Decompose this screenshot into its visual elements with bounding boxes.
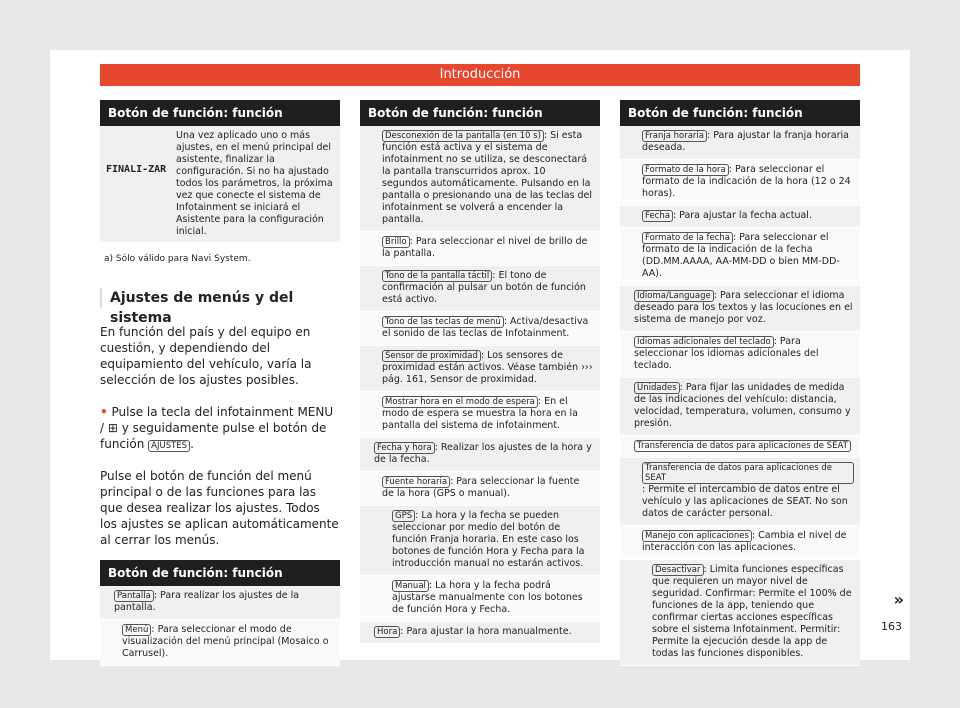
footnote: a) Sólo válido para Navi System.: [104, 254, 251, 264]
function-button: Fecha y hora: [374, 442, 435, 454]
page-number: 163: [881, 620, 902, 633]
row-text: : Activa/desactiva el sonido de las teclas de Infotainment.: [382, 316, 589, 339]
table-row: [360, 472, 600, 506]
table-row: [620, 436, 860, 458]
left-column: [100, 100, 340, 666]
row-text: : Para seleccionar el nivel de brillo de la pantalla.: [382, 236, 588, 259]
function-button: Desconexión de la pantalla (en 10 s): [382, 130, 544, 142]
table-row: [360, 232, 600, 266]
table-row: [620, 458, 860, 526]
row-text: : Si esta función está activa y el sistema de infotainment no se utiliza, se desconectará la pantalla transcurridos aprox. 10 segundos automáticamente. Pulsando en la pantalla o presionando una de las teclas del infotainment se volverá a encender la pantalla.: [382, 130, 593, 225]
function-button: Tono de la pantalla táctil: [382, 270, 492, 282]
table-header: Botón de función: función: [360, 100, 600, 126]
row-text: : Para seleccionar el formato de la indicación de la fecha (DD.MM.AAAA, AA-MM-DD o bien MM-DD-AA).: [642, 232, 840, 279]
table-header: Botón de función: función: [100, 560, 340, 586]
table-row: [620, 228, 860, 286]
function-button: Idioma/Language: [634, 290, 714, 302]
row-text: : Para realizar los ajustes de la pantalla.: [114, 590, 300, 613]
finalizar-text: Una vez aplicado uno o más ajustes, en el menú principal del asistente, finalizar la configuración. Si no ha ajustado todos los parámetros, la próxima vez que conecte el sistema de Infotainment se iniciará el Asistente para la configuración inicial.: [176, 130, 333, 237]
function-button: Manejo con aplicaciones: [642, 530, 752, 542]
function-button: Franja horaria: [642, 130, 707, 142]
function-button: Formato de la hora: [642, 164, 729, 176]
table-row: [620, 126, 860, 160]
row-text: : Realizar los ajustes de la hora y de la fecha.: [374, 442, 592, 465]
table-row: [360, 266, 600, 312]
right-column: [620, 100, 860, 666]
table-row: [620, 378, 860, 436]
row-text: : Para seleccionar la fuente de la hora (GPS o manual).: [382, 476, 580, 499]
function-button: Idiomas adicionales del teclado: [634, 336, 774, 348]
row-text: : Para seleccionar el idioma deseado para los textos y las locuciones en el sistema de manejo por voz.: [634, 290, 853, 325]
row-text: : Para fijar las unidades de medida de las indicaciones del vehículo: distancia, velocidad, temperatura, volumen, consumo y presión.: [634, 382, 851, 429]
function-button: Fuente horaria: [382, 476, 450, 488]
function-button: Fecha: [642, 210, 673, 222]
function-button: Brillo: [382, 236, 410, 248]
table-row: [360, 438, 600, 472]
table-header: Botón de función: función: [100, 100, 340, 126]
function-button: Formato de la fecha: [642, 232, 733, 244]
row-text: : La hora y la fecha se pueden seleccionar por medio del botón de función Franja horaria. En este caso los botones de función Hora y Fecha para la introducción manual no estarán activos.: [392, 510, 585, 569]
row-text: : Limita funciones específicas que requieren un mayor nivel de seguridad. Confirmar: Permite el 100% de funciones de la app, teniendo que confirmar ciertas acciones específicas sobre el sistema Infotainment. Permitir: Permite la ejecución desde la app de todas las funciones disponibles.: [652, 564, 852, 659]
table-row: [620, 206, 860, 228]
table-row: [360, 392, 600, 438]
table-row-finalizar: [100, 126, 340, 242]
row-text: : Cambia el nivel de interacción con las aplicaciones.: [642, 530, 847, 553]
function-button: Transferencia de datos para aplicaciones de SEAT: [642, 462, 854, 484]
function-button: Unidades: [634, 382, 680, 394]
intro-paragraph: En función del país y del equipo en cuestión, y dependiendo del equipamiento del vehículo, varía la selección de los ajustes posibles.: [100, 325, 312, 387]
bullet-text: Pulse la tecla del infotainment MENU / ⊞ y seguidamente pulse el botón de función: [100, 405, 334, 451]
table-row: [360, 506, 600, 576]
function-button: Transferencia de datos para aplicaciones de SEAT: [634, 440, 851, 452]
function-button: Hora: [374, 626, 400, 638]
row-text: : Para seleccionar el formato de la indicación de la hora (12 o 24 horas).: [642, 164, 851, 199]
row-text: : Para ajustar la franja horaria deseada.: [642, 130, 849, 153]
function-button: Menú: [122, 624, 151, 636]
instruction-paragraph: Pulse el botón de función del menú principal o de las funciones para las que desea realizar los ajustes. Todos los ajustes se aplican automáticamente al cerrar los menús.: [100, 469, 339, 547]
table-row: [100, 620, 340, 666]
table-row: [360, 622, 600, 644]
function-button: GPS: [392, 510, 415, 522]
instruction-bullet: • Pulse la tecla del infotainment MENU / ⊞ y seguidamente pulse el botón de función AJUSTES .: [100, 405, 334, 451]
table-row: [360, 312, 600, 346]
row-text: : Para ajustar la hora manualmente.: [400, 626, 572, 637]
ajustes-button: AJUSTES: [148, 440, 190, 452]
table-row: [360, 346, 600, 392]
row-text: : Para ajustar la fecha actual.: [672, 210, 812, 221]
row-text: : Los sensores de proximidad están activos. Véase también ››› pág. 161, Sensor de proximidad.: [382, 350, 593, 385]
table-row: [620, 560, 860, 666]
row-text: : En el modo de espera se muestra la hora en la pantalla del sistema de infotainment.: [382, 396, 579, 431]
row-text: : Para seleccionar los idiomas adicionales del teclado.: [634, 336, 819, 371]
table-header: Botón de función: función: [620, 100, 860, 126]
function-button: Pantalla: [114, 590, 154, 602]
bullet-icon: •: [100, 405, 108, 419]
function-button: Mostrar hora en el modo de espera: [382, 396, 538, 408]
function-button: Desactivar: [652, 564, 704, 576]
row-text: : Para seleccionar el modo de visualización del menú principal (Mosaico o Carrusel).: [122, 624, 329, 659]
table-row: [360, 576, 600, 622]
row-text: : Permite el intercambio de datos entre el vehículo y las aplicaciones de SEAT. No son datos de carácter personal.: [642, 484, 848, 519]
finalizar-key: FINALI-ZAR: [106, 164, 167, 175]
table-row: [100, 586, 340, 620]
function-button: Sensor de proximidad: [382, 350, 481, 362]
middle-column: [360, 100, 600, 644]
function-button: Manual: [392, 580, 429, 592]
row-text: : El tono de confirmación al pulsar un botón de función está activo.: [382, 270, 586, 305]
table-row: [620, 526, 860, 560]
continue-icon: »: [893, 590, 904, 609]
row-text: : La hora y la fecha podrá ajustarse manualmente con los botones de función Hora y Fecha.: [392, 580, 583, 615]
table-row: [620, 332, 860, 378]
table-row: [620, 160, 860, 206]
table-row: [620, 286, 860, 332]
function-button: Tono de las teclas de menú: [382, 316, 504, 328]
page-header: Introducción: [100, 64, 860, 86]
table-row: [360, 126, 600, 232]
section-title: Ajustes de menús y del sistema: [100, 288, 340, 308]
